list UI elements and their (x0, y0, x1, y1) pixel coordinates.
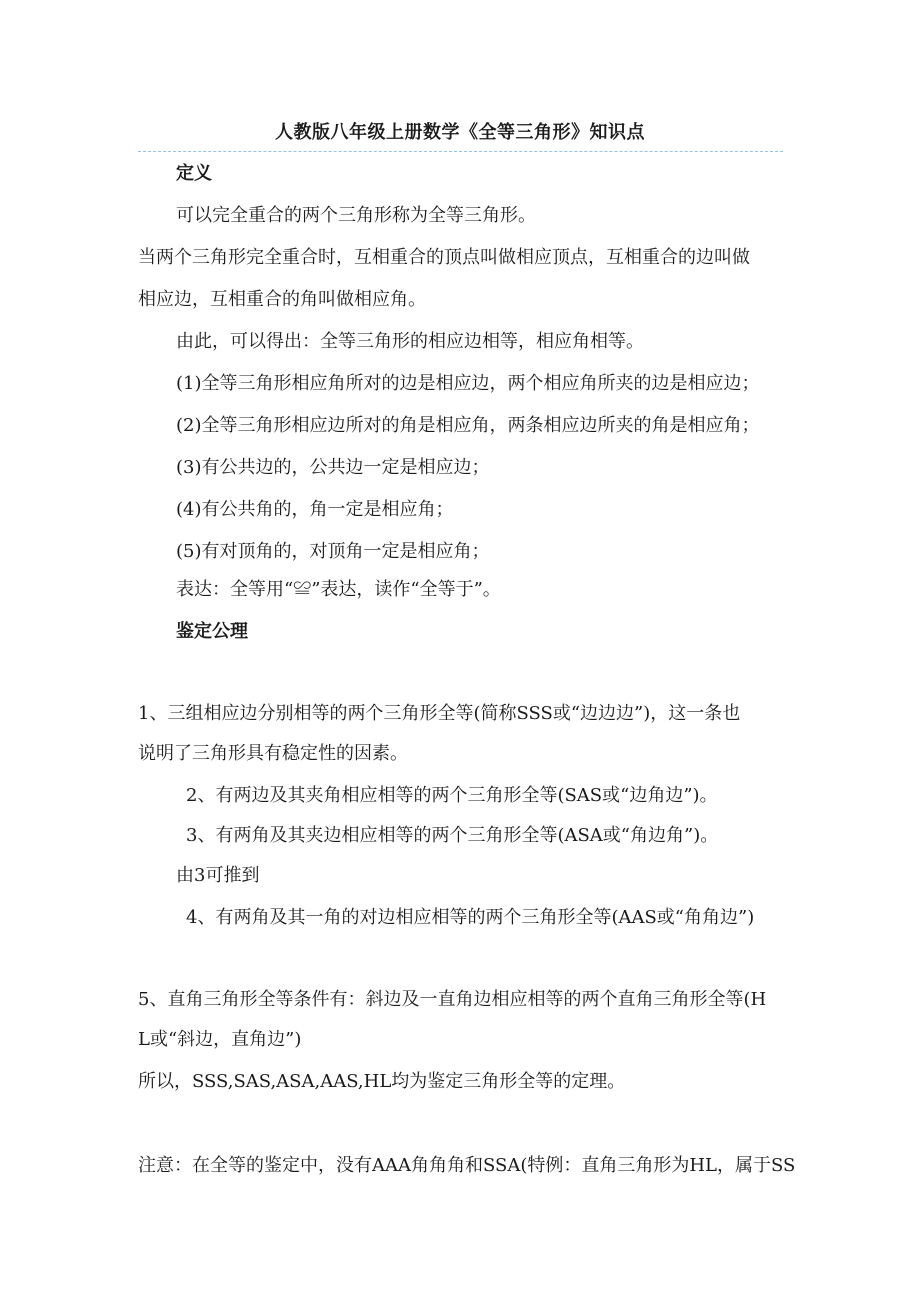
axioms-heading: 鉴定公理 (176, 621, 248, 642)
axiom-rule-1-line-2: 说明了三角形具有稳定性的因素。 (138, 743, 408, 764)
title-divider (138, 151, 783, 152)
definition-paragraph-2-line-2: 相应边，互相重合的角叫做相应角。 (138, 289, 426, 310)
definition-item-5: (5)有对顶角的，对顶角一定是相应角； (176, 541, 490, 562)
definition-paragraph-1: 可以完全重合的两个三角形称为全等三角形。 (176, 205, 536, 226)
definition-item-2: (2)全等三角形相应边所对的角是相应角，两条相应边所夹的角是相应角； (176, 415, 760, 436)
definition-heading: 定义 (176, 163, 212, 184)
axiom-note: 注意：在全等的鉴定中，没有AAA角角角和SSA(特例：直角三角形为HL，属于SS (138, 1155, 796, 1176)
definition-paragraph-3: 由此，可以得出：全等三角形的相应边相等，相应角相等。 (176, 331, 644, 352)
definition-item-4: (4)有公共角的，角一定是相应角； (176, 499, 454, 520)
axiom-rule-2: 2、有两边及其夹角相应相等的两个三角形全等(SAS或“边角边”)。 (186, 785, 718, 806)
axiom-rule-5-line-2: L或“斜边，直角边”) (138, 1029, 302, 1050)
axiom-summary: 所以，SSS,SAS,ASA,AAS,HL均为鉴定三角形全等的定理。 (138, 1071, 626, 1092)
definition-item-1: (1)全等三角形相应角所对的边是相应边，两个相应角所夹的边是相应边； (176, 373, 760, 394)
axiom-derived-note: 由3可推到 (176, 865, 260, 886)
axiom-rule-5-line-1: 5、直角三角形全等条件有：斜边及一直角边相应相等的两个直角三角形全等(H (138, 989, 767, 1010)
definition-paragraph-2-line-1: 当两个三角形完全重合时，互相重合的顶点叫做相应顶点，互相重合的边叫做 (138, 247, 750, 268)
document-title: 人教版八年级上册数学《全等三角形》知识点 (275, 122, 645, 143)
definition-item-3: (3)有公共边的，公共边一定是相应边； (176, 457, 490, 478)
definition-notation: 表达：全等用“≌”表达，读作“全等于”。 (176, 579, 501, 600)
axiom-rule-3: 3、有两角及其夹边相应相等的两个三角形全等(ASA或“角边角”)。 (186, 825, 719, 846)
axiom-rule-4: 4、有两角及其一角的对边相应相等的两个三角形全等(AAS或“角角边”) (186, 907, 755, 928)
axiom-rule-1-line-1: 1、三组相应边分别相等的两个三角形全等(简称SSS或“边边边”)，这一条也 (138, 703, 741, 724)
